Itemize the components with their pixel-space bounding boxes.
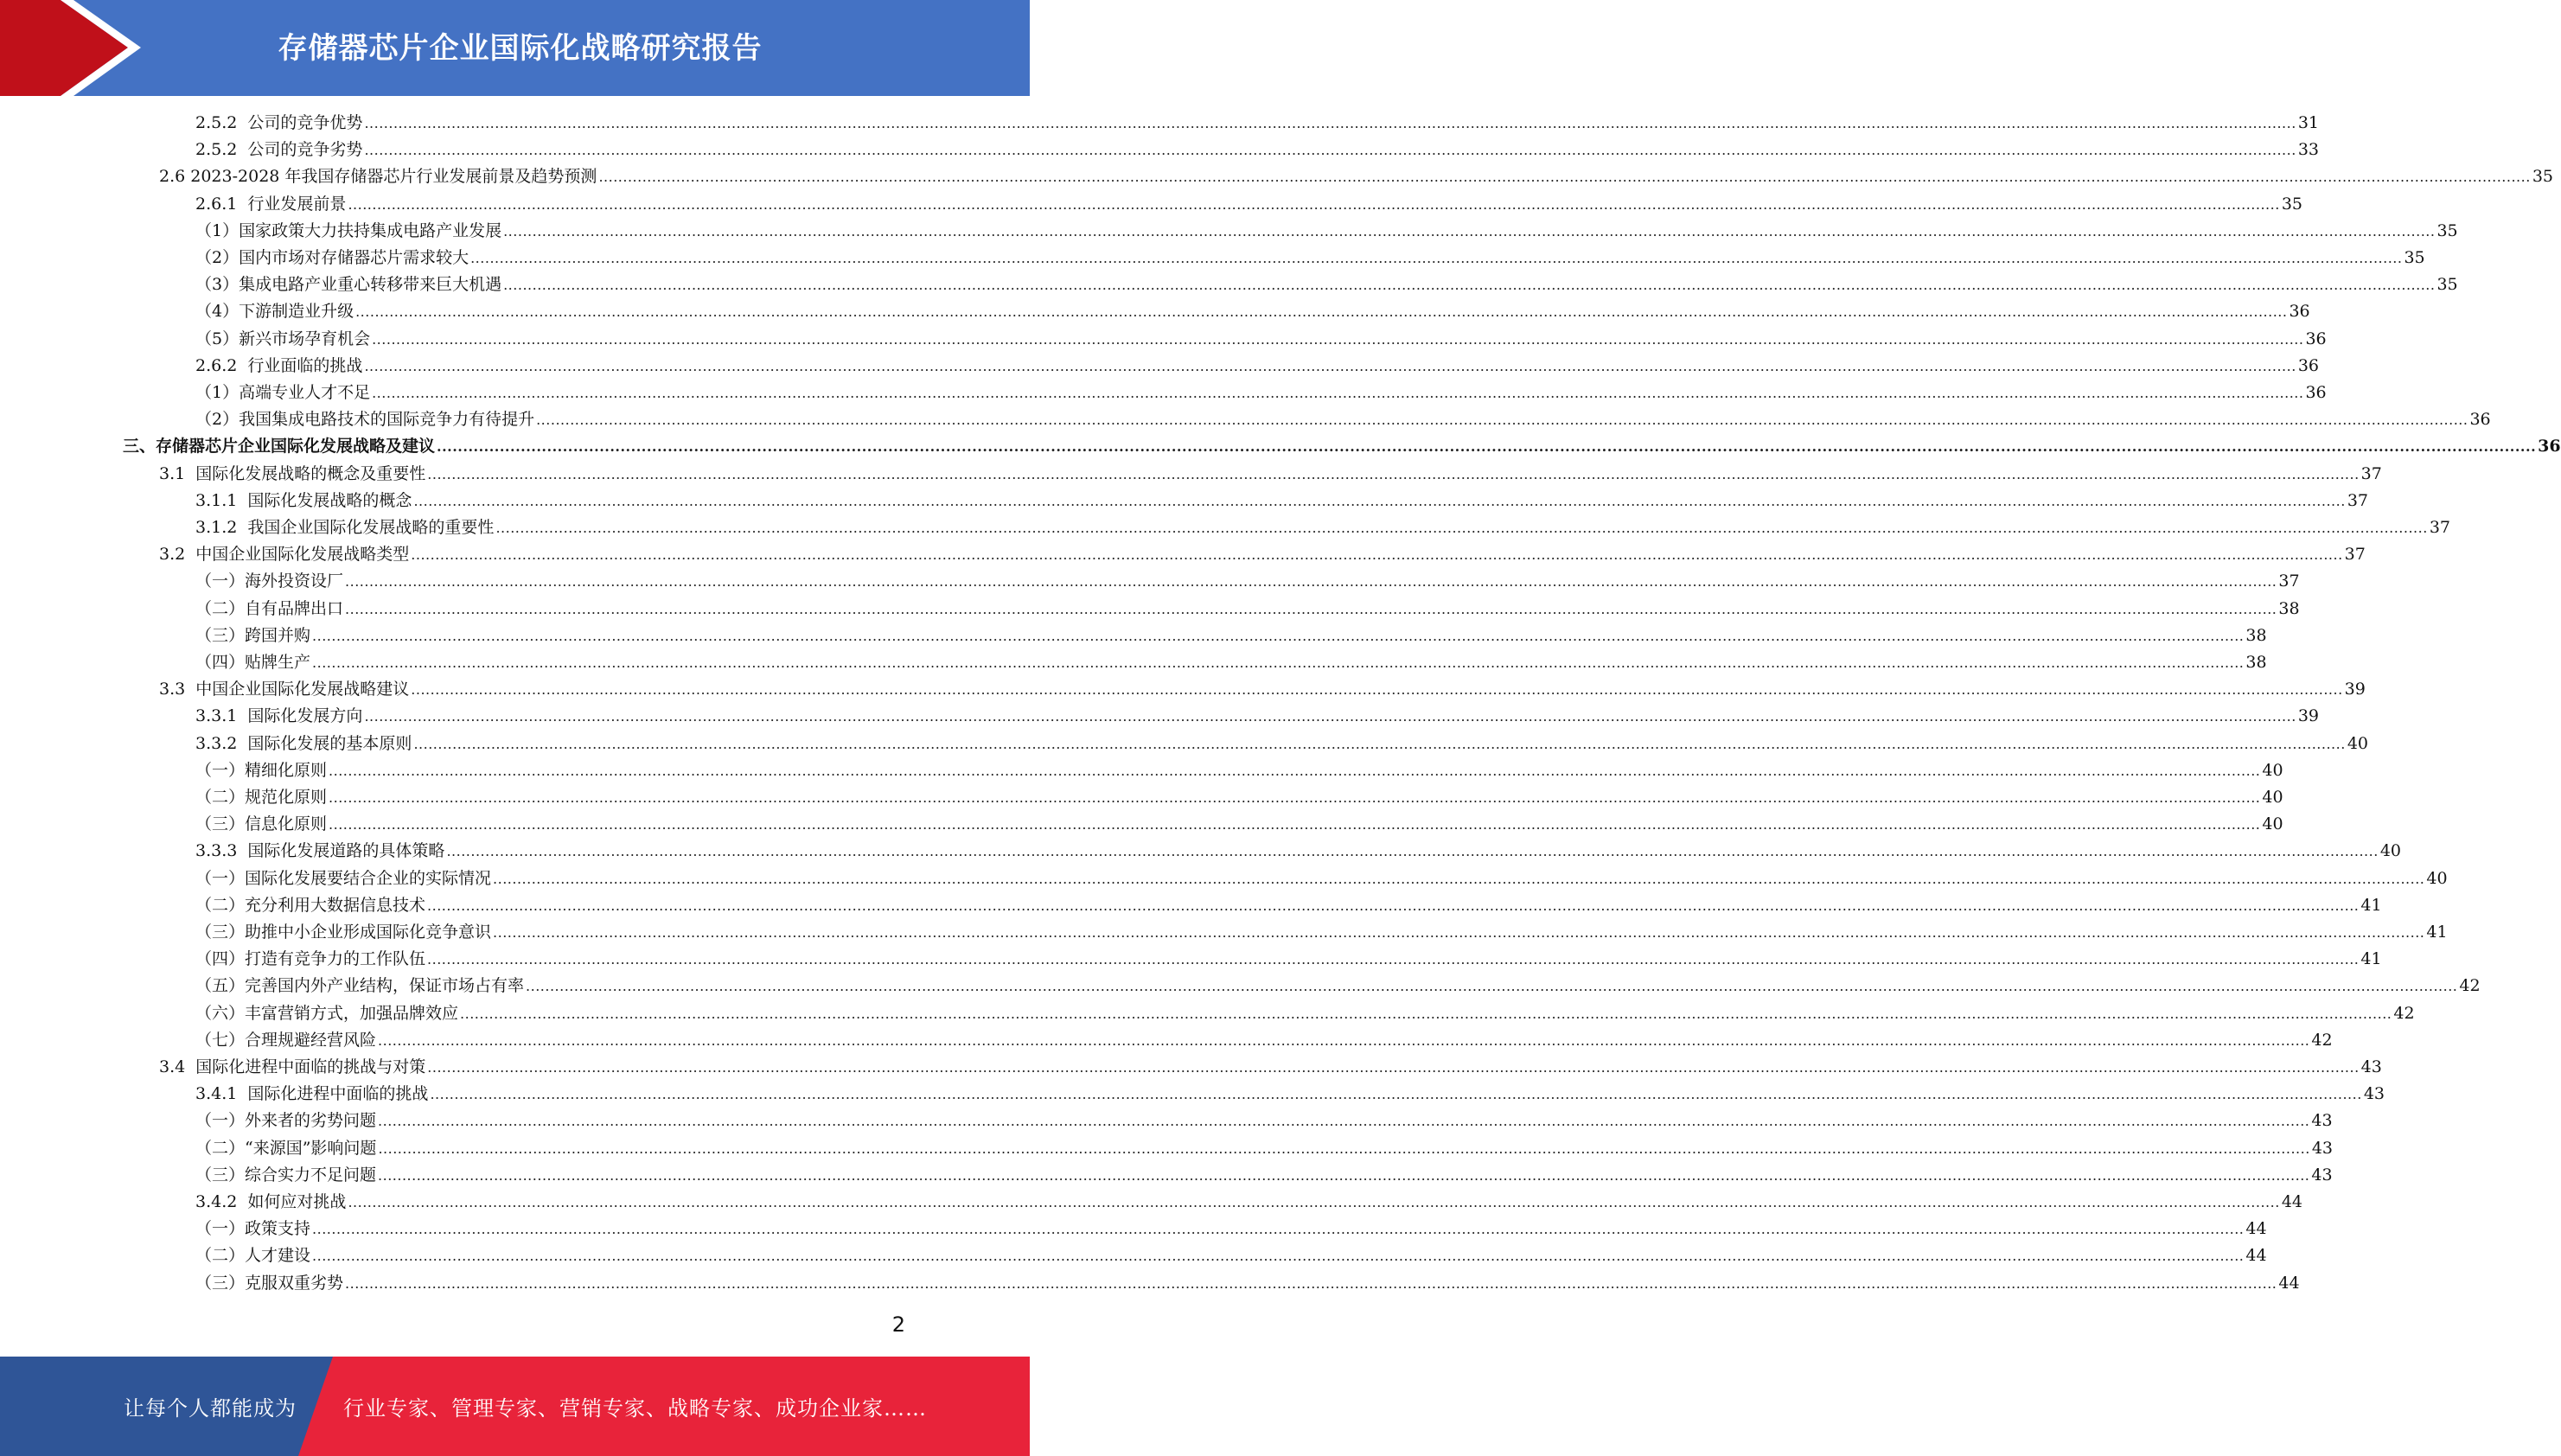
toc-entry-title: 三、存储器芯片企业国际化发展战略及建议 [123,437,436,457]
toc-entry-title: （2）国内市场对存储器芯片需求较大 [195,248,469,267]
toc-entry-title: （3）集成电路产业重心转移带来巨大机遇 [195,275,502,295]
toc-entry-title: （七）合理规避经营风险 [195,1030,377,1050]
toc-entry[interactable] [195,623,2267,649]
toc-entry[interactable] [195,1135,2333,1162]
toc-entry-page: 35 [2404,248,2425,267]
toc-entry[interactable] [195,1189,2302,1216]
footer-slogan-left: 让每个人都能成为 [124,1396,297,1421]
toc-dot-leader: ................................................................................................................................................................................................................................................................................................................................................................................................................ [364,115,2296,131]
toc-dot-leader: ................................................................................................................................................................................................................................................................................................................................................................................................................ [413,735,2346,752]
toc-entry[interactable] [195,811,2283,838]
toc-entry[interactable] [195,703,2319,730]
toc-entry-title: 3.4.2 如何应对挑战 [195,1192,347,1211]
toc-entry[interactable] [195,784,2283,811]
toc-entry-page: 36 [2305,329,2327,348]
toc-dot-leader: ................................................................................................................................................................................................................................................................................................................................................................................................................ [329,789,2261,806]
toc-entry-title: 3.3.3 国际化发展道路的具体策略 [195,841,445,861]
toc-entry-page: 40 [2347,733,2368,753]
toc-entry[interactable] [195,649,2267,676]
toc-dot-leader: ................................................................................................................................................................................................................................................................................................................................................................................................................ [355,303,2288,321]
toc-dot-leader: ................................................................................................................................................................................................................................................................................................................................................................................................................ [312,1248,2245,1265]
toc-dot-leader: ................................................................................................................................................................................................................................................................................................................................................................................................................ [427,1059,2360,1076]
toc-entry[interactable] [195,892,2382,919]
toc-entry-title: （一）精细化原则 [195,760,328,780]
toc-entry-page: 36 [2538,437,2561,457]
toc-entry-title: （三）助推中小企业形成国际化竞争意识 [195,923,492,942]
toc-dot-leader: ................................................................................................................................................................................................................................................................................................................................................................................................................ [495,520,2428,536]
toc-dot-leader: ................................................................................................................................................................................................................................................................................................................................................................................................................ [446,843,2379,860]
toc-dot-leader: ................................................................................................................................................................................................................................................................................................................................................................................................................ [378,1140,2310,1157]
toc-entry[interactable] [195,919,2448,946]
toc-dot-leader: ................................................................................................................................................................................................................................................................................................................................................................................................................ [427,897,2360,914]
toc-entry-page: 42 [2393,1003,2415,1023]
toc-entry[interactable] [195,1270,2300,1297]
toc-entry-page: 41 [2426,923,2448,942]
toc-entry-title: （五）完善国内外产业结构，保证市场占有率 [195,976,525,996]
toc-entry-page: 44 [2278,1273,2300,1293]
toc-entry[interactable] [159,1054,2382,1081]
report-title: 存储器芯片企业国际化战略研究报告 [278,30,763,66]
toc-entry[interactable] [195,326,2327,353]
toc-entry-title: （四）打造有竞争力的工作队伍 [195,949,426,969]
toc-entry-title: 3.1.1 国际化发展战略的概念 [195,490,412,510]
toc-entry-page: 41 [2360,895,2382,915]
toc-entry[interactable] [195,731,2368,757]
toc-entry-page: 40 [2379,841,2401,861]
page-number: 2 [891,1312,905,1337]
toc-entry[interactable] [195,1242,2267,1269]
toc-entry-title: 3.1 国际化发展战略的概念及重要性 [159,463,426,483]
toc-dot-leader: ................................................................................................................................................................................................................................................................................................................................................................................................................ [493,870,2425,887]
toc-entry-title: （二）人才建设 [195,1246,311,1266]
toc-entry-title: 3.3 中国企业国际化发展战略建议 [159,680,410,699]
page-header [0,0,1030,96]
toc-entry-title: 2.5.2 公司的竞争优势 [195,113,363,132]
toc-entry[interactable] [195,110,2319,137]
toc-dot-leader: ................................................................................................................................................................................................................................................................................................................................................................................................................ [345,1274,2277,1292]
toc-entry-page: 35 [2436,220,2458,240]
toc-entry[interactable] [195,1162,2333,1189]
toc-entry-title: 2.6.2 行业面临的挑战 [195,355,363,375]
toc-dot-leader: ................................................................................................................................................................................................................................................................................................................................................................................................................ [427,951,2360,968]
toc-entry-page: 37 [2344,545,2366,565]
toc-entry-page: 35 [2281,194,2302,214]
toc-entry-page: 42 [2311,1030,2333,1050]
footer-slogan-right: 行业专家、管理专家、营销专家、战略专家、成功企业家…… [343,1396,927,1421]
toc-entry-page: 38 [2278,598,2300,618]
toc-entry-title: （4）下游制造业升级 [195,302,354,322]
toc-dot-leader: ................................................................................................................................................................................................................................................................................................................................................................................................................ [536,412,2468,429]
toc-entry[interactable] [195,757,2283,784]
toc-entry[interactable] [195,514,2450,541]
toc-entry-title: 2.5.2 公司的竞争劣势 [195,140,363,160]
toc-entry-page: 38 [2245,653,2267,672]
toc-dot-leader: ................................................................................................................................................................................................................................................................................................................................................................................................................ [526,978,2458,995]
toc-entry-title: 2.6.1 行业发展前景 [195,194,347,214]
toc-dot-leader: ................................................................................................................................................................................................................................................................................................................................................................................................................ [348,195,2280,213]
toc-dot-leader: ................................................................................................................................................................................................................................................................................................................................................................................................................ [312,1221,2245,1238]
toc-dot-leader: ................................................................................................................................................................................................................................................................................................................................................................................................................ [378,1166,2310,1184]
toc-entry[interactable] [195,137,2319,163]
toc-entry-page: 37 [2360,463,2382,483]
toc-entry-page: 43 [2363,1084,2385,1104]
toc-entry-page: 37 [2278,572,2300,591]
toc-entry-title: （5）新兴市场孕育机会 [195,329,371,348]
toc-entry-title: 2.6 2023-2028 年我国存储器芯片行业发展前景及趋势预测 [159,167,597,187]
toc-entry-page: 37 [2347,490,2368,510]
toc-entry[interactable] [195,298,2310,325]
toc-entry-title: （二）规范化原则 [195,788,328,807]
toc-entry[interactable] [195,1000,2415,1027]
toc-entry-title: （三）信息化原则 [195,814,328,834]
toc-entry-page: 43 [2360,1057,2382,1076]
toc-entry-page: 35 [2532,167,2553,187]
toc-dot-leader: ................................................................................................................................................................................................................................................................................................................................................................................................................ [378,1031,2310,1049]
toc-entry-title: （二）充分利用大数据信息技术 [195,895,426,915]
toc-entry[interactable] [195,1108,2333,1134]
toc-entry[interactable] [123,433,2561,460]
toc-entry-title: （三）克服双重劣势 [195,1273,344,1293]
toc-entry[interactable] [195,568,2300,595]
toc-dot-leader: ................................................................................................................................................................................................................................................................................................................................................................................................................ [364,142,2296,159]
toc-entry-title: （三）综合实力不足问题 [195,1165,377,1185]
toc-entry[interactable] [195,1027,2333,1054]
toc-entry-page: 41 [2360,949,2382,969]
toc-dot-leader: ................................................................................................................................................................................................................................................................................................................................................................................................................ [411,681,2343,699]
toc-entry[interactable] [195,1216,2267,1242]
toc-dot-leader: ................................................................................................................................................................................................................................................................................................................................................................................................................ [430,1086,2362,1103]
toc-dot-leader: ................................................................................................................................................................................................................................................................................................................................................................................................................ [345,573,2277,591]
toc-dot-leader: ................................................................................................................................................................................................................................................................................................................................................................................................................ [329,816,2261,833]
toc-entry[interactable] [159,541,2366,568]
toc-dot-leader: ................................................................................................................................................................................................................................................................................................................................................................................................................ [493,924,2425,941]
toc-dot-leader: ................................................................................................................................................................................................................................................................................................................................................................................................................ [345,600,2277,617]
toc-entry-title: （一）海外投资设厂 [195,572,344,591]
toc-entry[interactable] [195,245,2425,271]
toc-entry[interactable] [195,271,2458,298]
toc-entry-page: 36 [2469,410,2491,430]
toc-entry-page: 40 [2426,868,2448,888]
toc-entry-title: （一）政策支持 [195,1219,311,1239]
toc-dot-leader: ................................................................................................................................................................................................................................................................................................................................................................................................................ [312,627,2245,644]
toc-dot-leader: ................................................................................................................................................................................................................................................................................................................................................................................................................ [427,465,2360,482]
toc-entry-page: 33 [2297,140,2319,160]
toc-entry-page: 38 [2245,625,2267,645]
toc-dot-leader: ................................................................................................................................................................................................................................................................................................................................................................................................................ [437,438,2537,456]
toc-entry[interactable] [159,676,2366,703]
toc-entry-page: 40 [2262,760,2283,780]
toc-entry-title: （1）国家政策大力扶持集成电路产业发展 [195,220,502,240]
toc-entry-page: 44 [2245,1219,2267,1239]
toc-entry[interactable] [159,461,2382,488]
toc-dot-leader: ................................................................................................................................................................................................................................................................................................................................................................................................................ [364,708,2296,725]
toc-entry-page: 35 [2436,275,2458,295]
toc-entry-page: 36 [2289,302,2310,322]
toc-dot-leader: ................................................................................................................................................................................................................................................................................................................................................................................................................ [312,655,2245,671]
toc-entry[interactable] [195,406,2491,433]
toc-entry-title: （1）高端专业人才不足 [195,383,371,402]
toc-entry-title: （一）国际化发展要结合企业的实际情况 [195,868,492,888]
toc-dot-leader: ................................................................................................................................................................................................................................................................................................................................................................................................................ [378,1113,2310,1130]
toc-entry-title: （二）自有品牌出口 [195,598,344,618]
toc-dot-leader: ................................................................................................................................................................................................................................................................................................................................................................................................................ [329,762,2261,779]
toc-entry-title: （六）丰富营销方式，加强品牌效应 [195,1003,459,1023]
page-footer [0,1357,1030,1456]
toc-entry-title: （二）“来源国”影响问题 [195,1138,377,1158]
toc-entry[interactable] [195,973,2481,999]
toc-entry-page: 40 [2262,788,2283,807]
toc-entry[interactable] [195,838,2401,865]
toc-entry[interactable] [195,1081,2385,1108]
toc-entry-title: 3.1.2 我国企业国际化发展战略的重要性 [195,518,495,537]
toc-entry-title: 3.3.1 国际化发展方向 [195,706,363,726]
toc-dot-leader: ................................................................................................................................................................................................................................................................................................................................................................................................................ [598,169,2531,186]
toc-entry[interactable] [195,865,2448,892]
toc-entry-page: 43 [2311,1165,2333,1185]
toc-entry[interactable] [195,353,2319,380]
toc-entry[interactable] [195,596,2300,623]
toc-dot-leader: ................................................................................................................................................................................................................................................................................................................................................................................................................ [348,1194,2280,1210]
toc-entry-page: 39 [2344,680,2366,699]
toc-entry-title: 3.3.2 国际化发展的基本原则 [195,733,412,753]
toc-entry-title: （四）贴牌生产 [195,653,311,672]
toc-dot-leader: ................................................................................................................................................................................................................................................................................................................................................................................................................ [503,277,2436,294]
toc-entry[interactable] [195,218,2458,245]
toc-entry-title: 3.4.1 国际化进程中面临的挑战 [195,1084,429,1104]
toc-entry-page: 44 [2281,1192,2302,1211]
toc-entry-page: 37 [2429,518,2450,537]
toc-entry-title: （2）我国集成电路技术的国际竞争力有待提升 [195,410,535,430]
toc-entry-page: 40 [2262,814,2283,834]
toc-entry-title: （一）外来者的劣势问题 [195,1111,377,1131]
toc-entry-page: 39 [2297,706,2319,726]
toc-dot-leader: ................................................................................................................................................................................................................................................................................................................................................................................................................ [503,222,2436,239]
toc-entry[interactable] [195,191,2302,218]
toc-dot-leader: ................................................................................................................................................................................................................................................................................................................................................................................................................ [411,546,2343,564]
toc-entry[interactable] [195,488,2368,514]
toc-entry[interactable] [195,380,2327,406]
toc-entry[interactable] [195,946,2382,973]
toc-entry-page: 31 [2297,113,2319,132]
toc-entry[interactable] [159,163,2553,190]
toc-entry-page: 42 [2459,976,2481,996]
toc-entry-page: 36 [2297,355,2319,375]
toc-entry-page: 43 [2311,1111,2333,1131]
toc-dot-leader: ................................................................................................................................................................................................................................................................................................................................................................................................................ [413,492,2346,509]
toc-entry-title: 3.4 国际化进程中面临的挑战与对策 [159,1057,426,1076]
toc-dot-leader: ................................................................................................................................................................................................................................................................................................................................................................................................................ [460,1005,2392,1022]
toc-dot-leader: ................................................................................................................................................................................................................................................................................................................................................................................................................ [372,385,2304,401]
toc-entry-page: 36 [2305,383,2327,402]
toc-dot-leader: ................................................................................................................................................................................................................................................................................................................................................................................................................ [470,250,2403,266]
toc-dot-leader: ................................................................................................................................................................................................................................................................................................................................................................................................................ [364,357,2296,374]
toc-entry-page: 43 [2311,1138,2333,1158]
toc-entry-page: 44 [2245,1246,2267,1266]
toc-dot-leader: ................................................................................................................................................................................................................................................................................................................................................................................................................ [372,330,2304,348]
toc-entry-title: 3.2 中国企业国际化发展战略类型 [159,545,410,565]
toc-entry-title: （三）跨国并购 [195,625,311,645]
